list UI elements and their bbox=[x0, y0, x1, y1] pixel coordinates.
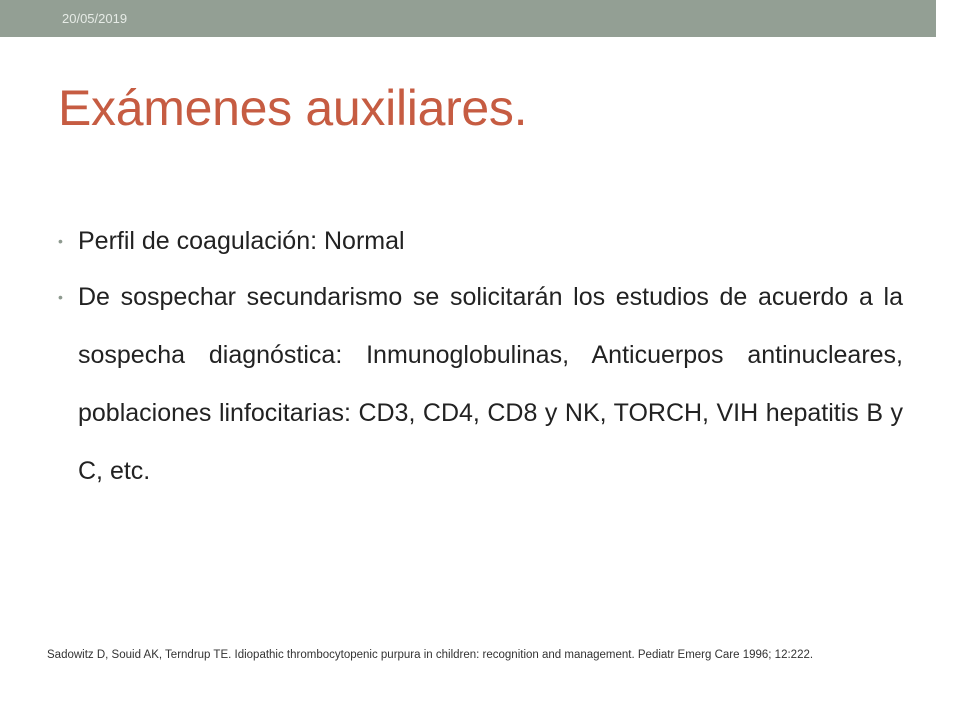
bullet-item-studies bbox=[58, 268, 903, 500]
bullet-text: Perfil de coagulación: Normal bbox=[78, 227, 405, 255]
header-bar bbox=[0, 0, 936, 37]
bullet-icon: • bbox=[58, 289, 63, 305]
bullet-icon: • bbox=[58, 233, 63, 249]
bullet-item-coagulation bbox=[58, 222, 903, 260]
reference-citation: Sadowitz D, Souid AK, Terndrup TE. Idiopathic thrombocytopenic purpura in children: recognition and management. Pediatr Emerg Care 1996; 12:222. bbox=[47, 649, 814, 661]
slide-title: Exámenes auxiliares. bbox=[58, 80, 528, 136]
bullet-list bbox=[58, 222, 903, 500]
bullet-text: De sospechar secundarismo se solicitarán los estudios de acuerdo a la sospecha diagnóstica: Inmunoglobulinas, Anticuerpos antinucleares, poblaciones linfocitarias: CD3, CD4, CD8 y NK, TORCH, VIH hepatitis B y C, etc. bbox=[78, 283, 903, 485]
slide-date: 20/05/2019 bbox=[62, 11, 128, 26]
